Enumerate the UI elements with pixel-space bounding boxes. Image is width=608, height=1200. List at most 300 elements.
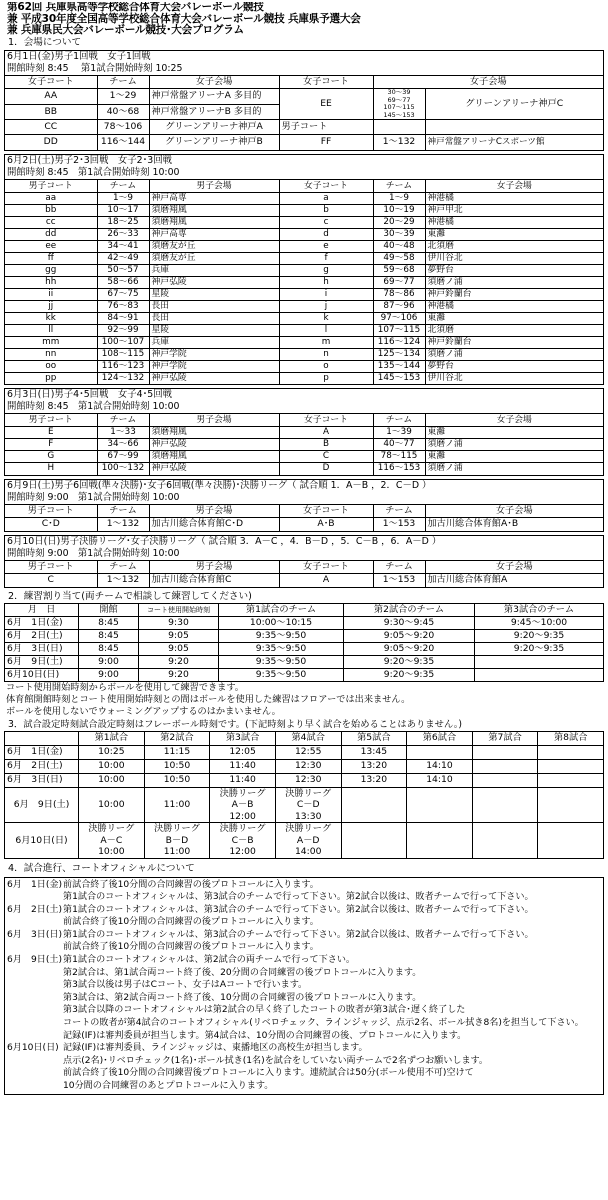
team-cell: 10～19 [373, 204, 425, 216]
col-head: 女子コート [279, 414, 373, 427]
official-text: コートの敗者が第4試合のコートオフィシャル(リベロチェック、ラインジャッジ、点示2名、ボール拭き8名)を担当して下さい。 [63, 1018, 584, 1029]
venue-cell: 長田 [149, 312, 279, 324]
team-cell: 50～57 [97, 264, 149, 276]
day2-header: 6月2日(土)男子2･3回戦 女子2･3回戦 [7, 154, 172, 166]
team-cell: 1～29 [97, 89, 149, 105]
time-cell: 10:25 [79, 745, 145, 759]
official-text: 前試合終了後10分間の合同練習後プロトコールに入ります。連続試合は50分(ボール使用不可)空けて [63, 1068, 474, 1079]
time-cell: 10:50 [144, 759, 210, 773]
time-cell [341, 787, 407, 823]
venue-cell: 須磨翔風 [149, 427, 279, 439]
team-cell: 58～66 [97, 276, 149, 288]
venue-cell: 東灘 [425, 451, 603, 463]
table-row [5, 668, 604, 681]
col-head: 第5試合 [341, 731, 407, 745]
time-cell: 9:35～9:50 [219, 629, 344, 642]
officials-box [4, 877, 604, 1095]
table-row [5, 288, 603, 300]
court-cell: dd [5, 228, 97, 240]
day5-box [4, 535, 604, 588]
team-cell: 34～41 [97, 240, 149, 252]
team-cell: 135～144 [373, 360, 425, 372]
team-cell: 59～68 [373, 264, 425, 276]
time-cell [341, 823, 407, 859]
official-row [7, 967, 601, 980]
official-date [7, 1080, 63, 1093]
venue-cell: 加古川総合体育館C･D [149, 518, 279, 531]
court-cell: CC [5, 120, 97, 135]
time-cell: 9:20 [139, 655, 219, 668]
official-text: 前試合終了後10分間の合同練習の後プロトコールに入ります。 [63, 917, 319, 928]
time-cell: 9:05～9:20 [344, 642, 475, 655]
col-head: 女子コート [279, 180, 373, 193]
court-cell: ll [5, 324, 97, 336]
cell-line: A－D [296, 834, 320, 846]
official-text: 第1試合のコートオフィシャルは、第3試合のチームで行って下さい。第2試合以後は、敗者チームで行って下さい。 [63, 929, 534, 940]
time-cell [144, 823, 210, 859]
court-cell: e [279, 240, 373, 252]
team-cell: 18～25 [97, 216, 149, 228]
time-cell [472, 823, 538, 859]
col-head: 第3試合 [210, 731, 276, 745]
venue-cell: 神戸弘陵 [149, 276, 279, 288]
venue-cell: 須磨翔風 [149, 451, 279, 463]
venue-cell: 北須磨 [425, 324, 603, 336]
court-cell: ii [5, 288, 97, 300]
table-row [5, 745, 604, 759]
official-row [7, 1067, 601, 1080]
court-cell: g [279, 264, 373, 276]
official-text: 第3試合は、第2試合両コート終了後、10分間の合同練習の後プロトコールに入ります。 [63, 992, 422, 1003]
cell-line: 14:00 [294, 846, 322, 857]
col-head: 男子コート [5, 505, 97, 518]
date-cell: 6月10日(日) [5, 823, 79, 859]
table-row [5, 642, 604, 655]
time-cell: 11:15 [144, 745, 210, 759]
official-row [7, 879, 601, 892]
team-cell: 1～153 [373, 518, 425, 531]
cell-line: 決勝リーグ [219, 823, 266, 834]
time-cell: 10:00 [79, 773, 145, 787]
time-cell [472, 759, 538, 773]
cell-line: 決勝リーグ [285, 787, 332, 799]
day5-header: 6月10日(日)男子決勝リーグ･女子決勝リーグ（ 試合順 3．A－C ，4．B－D ，5．C－B ，6．A－D ） [7, 535, 442, 547]
time-cell: 10:50 [144, 773, 210, 787]
official-text: 記録(IF)は審判委員、ラインジャッジは、東播地区の高校生が担当します。 [63, 1043, 368, 1054]
time-cell: 9:20～9:35 [475, 629, 604, 642]
time-cell [210, 823, 276, 859]
venue-cell: 神港橘 [425, 216, 603, 228]
venue-cell: 須磨友が丘 [149, 252, 279, 264]
title-block [7, 2, 604, 37]
official-text: 記録(IF)は審判委員が担当します。第4試合は、10分間の合同練習の後、プロトコールに入ります。 [63, 1030, 467, 1041]
table-row [5, 264, 603, 276]
table-row [5, 427, 603, 439]
cell-line: C－D [296, 799, 320, 810]
official-date: 6月 9日(土) [7, 955, 63, 966]
team-range: 107～115 [383, 103, 415, 111]
men-court-head: 男子コート [279, 120, 373, 135]
court-cell: C･D [5, 518, 97, 531]
team-cell: 92～99 [97, 324, 149, 336]
court-cell: d [279, 228, 373, 240]
venue-cell: 夢野台 [425, 264, 603, 276]
court-cell: A･B [279, 518, 373, 531]
time-cell: 11:40 [210, 759, 276, 773]
time-cell [472, 773, 538, 787]
time-cell: 14:10 [407, 759, 473, 773]
official-row [7, 929, 601, 942]
court-cell: hh [5, 276, 97, 288]
table-row [5, 574, 603, 587]
title-line-2: 兼 平成30年度全国高等学校総合体育大会バレーボール競技 兵庫県予選大会 [7, 12, 361, 25]
venue-cell: グリーンアリーナ神戸A [149, 120, 279, 135]
team-cell: 40～77 [373, 439, 425, 451]
col-head: 第2試合 [144, 731, 210, 745]
venue-cell: 神戸常盤アリーナA 多目的 [149, 89, 279, 105]
section-2-heading: 2．練習割り当て(両チームで相談して練習してください) [8, 590, 252, 602]
col-head: 男子コート [5, 414, 97, 427]
venue-cell: 須磨翔風 [149, 204, 279, 216]
venue-cell: 神戸鈴蘭台 [425, 288, 603, 300]
title-line-1: 第62回 兵庫県高等学校総合体育大会バレーボール競技 [7, 2, 264, 13]
official-date [7, 1030, 63, 1043]
col-head: 女子会場 [425, 414, 603, 427]
col-head: チーム [373, 561, 425, 574]
time-cell: 9:20 [139, 668, 219, 681]
court-cell: o [279, 360, 373, 372]
official-row [7, 904, 601, 917]
court-cell: B [279, 439, 373, 451]
cell-line: 12:00 [229, 810, 256, 822]
practice-table [4, 603, 604, 682]
venue-cell: 東灘 [425, 427, 603, 439]
team-cell: 108～115 [97, 348, 149, 360]
cell-line: 10:00 [98, 799, 125, 810]
team-cell: 107～115 [373, 324, 425, 336]
venue-cell: グリーンアリーナ神戸B [149, 135, 279, 150]
venue-cell: 東灘 [425, 228, 603, 240]
venue-cell: 星陵 [149, 324, 279, 336]
practice-note: コート使用開始時刻からボールを使用して練習できます。 [6, 681, 244, 693]
day4-header: 6月9日(土)男子6回戦(準々決勝)･女子6回戦(準々決勝)･決勝リーグ（ 試合順 1．A－B ，2．C－D ） [7, 479, 432, 491]
day3-header: 6月3日(日)男子4･5回戦 女子4･5回戦 [7, 389, 172, 400]
team-cell: 30～39 [373, 228, 425, 240]
team-cell: 84～91 [97, 312, 149, 324]
venue-cell: 兵庫 [149, 264, 279, 276]
venue-cell: 加古川総合体育館C [149, 574, 279, 587]
team-range: 30～39 [387, 88, 411, 96]
table-row [5, 276, 603, 288]
court-cell: EE [279, 89, 373, 120]
court-cell: bb [5, 204, 97, 216]
venue-cell: 東灘 [425, 312, 603, 324]
official-text: 10分間の合同練習のあとプロトコールに入ります。 [63, 1081, 274, 1091]
venue-cell: 夢野台 [425, 360, 603, 372]
team-cell: 78～86 [373, 288, 425, 300]
day1-table [5, 76, 603, 150]
team-cell: 69～77 [373, 276, 425, 288]
table-row [5, 372, 603, 384]
venue-cell: 伊川谷北 [425, 252, 603, 264]
day5-times: 開館時刻 9:00 第1試合開始時刻 10:00 [5, 548, 603, 561]
court-cell: j [279, 300, 373, 312]
venue-cell: 須磨翔風 [149, 216, 279, 228]
time-cell [472, 787, 538, 823]
team-cell: 97～106 [373, 312, 425, 324]
time-cell: 9:20～9:35 [475, 642, 604, 655]
court-cell: m [279, 336, 373, 348]
time-cell: 9:05 [139, 642, 219, 655]
day4-times: 開館時刻 9:00 第1試合開始時刻 10:00 [5, 492, 603, 505]
venue-cell: 神戸学院 [149, 348, 279, 360]
venue-cell: 須磨ノ浦 [425, 348, 603, 360]
venue-cell: 加古川総合体育館A [425, 574, 603, 587]
official-date [7, 1004, 63, 1017]
date-cell: 6月 1日(金) [5, 745, 79, 759]
time-cell: 11:40 [210, 773, 276, 787]
practice-note: ボールを使用しないでウォーミングアップするのはかまいません。 [6, 705, 281, 717]
team-cell: 42～49 [97, 252, 149, 264]
team-cell: 1～39 [373, 427, 425, 439]
title-line-3: 兼 兵庫県民大会バレーボール競技･大会プログラム [7, 24, 244, 36]
date-cell: 6月 9日(土) [5, 787, 79, 823]
official-row [7, 1004, 601, 1017]
day1-times: 開館時刻 8:45 第1試合開始時刻 10:25 [5, 63, 603, 76]
official-text: 第1試合のコートオフィシャルは、第3試合のチームで行って下さい。第2試合以後は、敗者チームで行って下さい。 [63, 892, 534, 903]
team-cell: 1～132 [97, 518, 149, 531]
team-cell: 100～132 [97, 463, 149, 475]
official-row [7, 1080, 601, 1093]
time-cell [472, 745, 538, 759]
time-cell [538, 745, 604, 759]
official-row [7, 1055, 601, 1068]
official-date [7, 916, 63, 929]
team-cell: 10～17 [97, 204, 149, 216]
official-row [7, 916, 601, 929]
official-date [7, 992, 63, 1005]
official-text: 第2試合は、第1試合両コート終了後、20分間の合同練習の後プロトコールに入ります。 [63, 967, 422, 978]
official-row [7, 1017, 601, 1030]
col-head: 第3試合のチーム [475, 603, 604, 616]
team-cell: 116～124 [373, 336, 425, 348]
table-row [5, 629, 604, 642]
section-1-heading: 1．会場について [8, 36, 82, 48]
table-row [5, 823, 604, 859]
venue-cell: 兵庫 [149, 336, 279, 348]
day3-table [5, 414, 603, 475]
team-cell: 1～33 [97, 427, 149, 439]
court-cell: cc [5, 216, 97, 228]
time-cell: 13:45 [341, 745, 407, 759]
col-head: チーム [373, 505, 425, 518]
team-range: 69～77 [387, 95, 411, 104]
team-cell: 125～134 [373, 348, 425, 360]
court-cell: ff [5, 252, 97, 264]
table-row [5, 463, 603, 475]
time-cell [538, 759, 604, 773]
time-cell: 9:05～9:20 [344, 629, 475, 642]
date-cell: 6月10日(日) [5, 668, 79, 681]
team-cell: 78～115 [373, 451, 425, 463]
col-head: チーム [97, 180, 149, 193]
time-cell: 9:35～9:50 [219, 668, 344, 681]
time-cell: 12:05 [210, 745, 276, 759]
venue-cell: 須磨ノ浦 [425, 439, 603, 451]
col-head: 男子会場 [149, 505, 279, 518]
day2-table [5, 180, 603, 385]
court-cell: C [5, 574, 97, 587]
col-head: 男子会場 [149, 561, 279, 574]
court-cell: i [279, 288, 373, 300]
official-text: 第1試合のコートオフィシャルは、第3試合のチームで行って下さい。第2試合以後は、敗者チームで行って下さい。 [63, 904, 534, 915]
team-range: 145～153 [383, 110, 415, 119]
date-cell: 6月 3日(日) [5, 642, 79, 655]
court-cell: A [279, 574, 373, 587]
venue-cell: 須磨ノ浦 [425, 463, 603, 475]
court-cell: nn [5, 348, 97, 360]
court-cell: ee [5, 240, 97, 252]
col-head [5, 731, 79, 745]
col-head: 第1試合 [79, 731, 145, 745]
team-cell: 1～153 [373, 574, 425, 587]
court-cell: b [279, 204, 373, 216]
time-cell [144, 787, 210, 823]
cell-line: 決勝リーグ [219, 787, 266, 799]
col-head: チーム [97, 505, 149, 518]
venue-cell: 長田 [149, 300, 279, 312]
col-head: 女子会場 [149, 76, 279, 89]
court-cell: aa [5, 192, 97, 204]
cell-line: 決勝リーグ [153, 823, 200, 834]
time-cell [275, 787, 341, 823]
court-cell: pp [5, 372, 97, 384]
table-row [5, 300, 603, 312]
venue-cell: 加古川総合体育館A･B [425, 518, 603, 531]
venue-cell: 伊川谷北 [425, 372, 603, 384]
col-head: 女子会場 [425, 505, 603, 518]
table-row [5, 312, 603, 324]
col-head: 女子会場 [425, 561, 603, 574]
date-cell: 6月 2日(土) [5, 629, 79, 642]
venue-cell: 神戸高専 [149, 228, 279, 240]
table-row [5, 336, 603, 348]
table-row [5, 252, 603, 264]
court-cell: H [5, 463, 97, 475]
venue-cell: 星陵 [149, 288, 279, 300]
court-cell: F [5, 439, 97, 451]
team-cell: 1～9 [97, 192, 149, 204]
section-3-heading: 3．試合設定時刻試合設定時刻はフレーボール時刻です。(下記時刻より早く試合を始めることはありません。) [8, 718, 463, 730]
section-4-heading: 4．試合進行、コートオフィシャルについて [8, 862, 195, 874]
team-cell: 145～153 [373, 372, 425, 384]
time-cell: 14:10 [407, 773, 473, 787]
official-date [7, 1055, 63, 1068]
col-head: 第7試合 [472, 731, 538, 745]
venue-cell: 須磨ノ浦 [425, 276, 603, 288]
official-text: 前試合終了後10分間の合同練習の後プロトコールに入ります。 [63, 879, 319, 890]
team-cell: 116～153 [373, 463, 425, 475]
table-row [5, 216, 603, 228]
official-date: 6月 3日(日) [7, 929, 63, 940]
official-text: 第3試合以降のコートオフィシャルは第2試合の早く終了したコートの敗者が第3試合･遅く終了した [63, 1005, 466, 1016]
day5-table [5, 561, 603, 587]
court-cell: E [5, 427, 97, 439]
cell-line: 決勝リーグ [88, 823, 135, 834]
team-cell: 124～132 [97, 372, 149, 384]
day4-table [5, 505, 603, 531]
court-cell: jj [5, 300, 97, 312]
time-cell: 13:20 [341, 773, 407, 787]
table-row [5, 451, 603, 463]
col-head: 月 日 [5, 603, 79, 616]
time-cell: 9:35～9:50 [219, 655, 344, 668]
time-cell: 9:05 [139, 629, 219, 642]
cell-line: 12:00 [229, 846, 256, 857]
time-cell: 12:30 [275, 759, 341, 773]
court-cell: FF [279, 135, 373, 150]
col-head: 女子コート [279, 76, 373, 89]
venue-cell: 神戸常盤アリーナB 多目的 [149, 104, 279, 120]
team-cell: 1～132 [97, 574, 149, 587]
day3-times: 開館時刻 8:45 第1試合開始時刻 10:00 [5, 401, 603, 414]
time-cell: 9:45～10:00 [475, 616, 604, 629]
court-cell: oo [5, 360, 97, 372]
team-cell: 26～33 [97, 228, 149, 240]
official-text: 第1試合のコートオフィシャルは、第2試合の両チームで行って下さい。 [63, 955, 356, 966]
col-head: 男子会場 [149, 414, 279, 427]
team-cell: 76～83 [97, 300, 149, 312]
venue-cell: 神戸甲北 [425, 204, 603, 216]
court-cell: a [279, 192, 373, 204]
cell-line: 13:30 [294, 810, 322, 822]
time-cell [210, 787, 276, 823]
table-row [5, 204, 603, 216]
venue-cell: 神戸弘陵 [149, 463, 279, 475]
cell-line: B－D [165, 834, 189, 846]
time-cell: 9:00 [79, 655, 139, 668]
col-head: チーム [97, 561, 149, 574]
team-cell: 20～29 [373, 216, 425, 228]
day2-times: 開館時刻 8:45 第1試合開始時刻 10:00 [5, 167, 603, 180]
time-cell [407, 823, 473, 859]
official-date [7, 1067, 63, 1080]
practice-note: 体育館開館時刻とコート使用開始時刻との間はボールを使用した練習はフロアーでは出来ません。 [6, 693, 411, 705]
official-date: 6月 1日(金) [7, 879, 63, 890]
table-row [5, 228, 603, 240]
venue-cell: 神港橘 [425, 300, 603, 312]
court-cell: gg [5, 264, 97, 276]
time-cell: 8:45 [79, 629, 139, 642]
col-head: 第4試合 [275, 731, 341, 745]
court-cell: G [5, 451, 97, 463]
team-cell: 1～132 [373, 135, 425, 150]
col-head: 男子コート [5, 180, 97, 193]
official-date [7, 1017, 63, 1030]
time-cell [407, 745, 473, 759]
court-cell: h [279, 276, 373, 288]
court-cell: C [279, 451, 373, 463]
cell-line: C－B [231, 834, 254, 846]
cell-line: 決勝リーグ [285, 823, 332, 834]
time-cell: 13:20 [341, 759, 407, 773]
program-document [4, 2, 604, 1198]
team-cell: 49～58 [373, 252, 425, 264]
table-row [5, 192, 603, 204]
venue-cell: 神戸鈴蘭台 [425, 336, 603, 348]
time-cell: 10:00 [79, 759, 145, 773]
cell-line: 11:00 [163, 799, 191, 810]
